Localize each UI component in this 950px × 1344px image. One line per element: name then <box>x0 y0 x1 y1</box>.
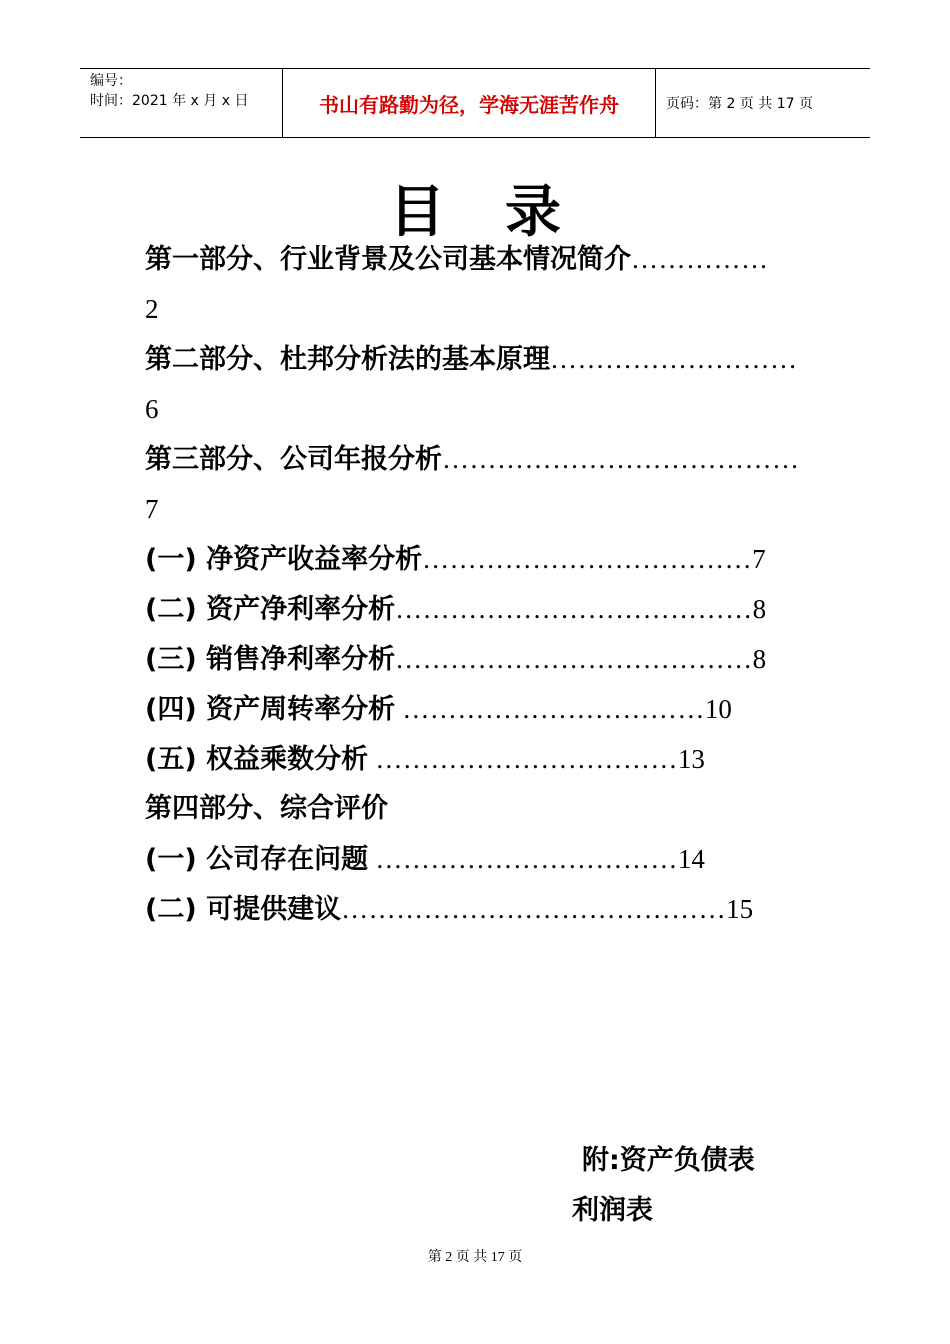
toc-item-page: 8 <box>752 644 767 674</box>
toc-item-dots: ………………………………… <box>395 594 753 624</box>
toc-item[interactable] <box>145 842 705 877</box>
toc-item-dots: …………………………… <box>368 744 678 774</box>
toc-item-page: 7 <box>752 544 766 574</box>
toc-item[interactable] <box>145 442 800 477</box>
toc-item-page: 10 <box>704 694 732 724</box>
page-info-text: 页码：第 2 页 共 17 页 <box>666 96 813 112</box>
toc-item-text: 第四部分、综合评价 <box>145 793 388 824</box>
toc-item-text: (四) 资产周转率分析 <box>145 694 396 725</box>
toc-item-text: (三) 销售净利率分析 <box>145 644 396 675</box>
toc-item-page: 13 <box>677 744 705 774</box>
page-footer: 第 2 页 共 17 页 <box>427 1250 523 1265</box>
header-page-info <box>656 69 870 137</box>
toc-item-text: 第一部分、行业背景及公司基本情况简介 <box>145 244 631 275</box>
appendix-income-statement: 利润表 <box>572 1195 653 1226</box>
toc-item-text: (一) 公司存在问题 <box>145 844 369 875</box>
toc-item-text: (一) 净资产收益率分析 <box>145 544 423 575</box>
number-label: 编号： <box>90 73 132 89</box>
header-meta <box>80 69 282 137</box>
toc-item-dots: ……………………………… <box>422 544 753 574</box>
header-motto-cell <box>282 69 656 137</box>
toc-item-page-line <box>145 292 159 327</box>
toc-item-text: (二) 资产净利率分析 <box>145 594 396 625</box>
toc-item[interactable] <box>145 692 732 727</box>
toc-item-text: 第二部分、杜邦分析法的基本原理 <box>145 344 550 375</box>
toc-item[interactable] <box>145 642 766 677</box>
toc-item-text: (二) 可提供建议 <box>145 894 342 925</box>
toc-item-page: 8 <box>752 594 767 624</box>
toc-item-dots: ………………………………… <box>442 444 800 474</box>
toc-item-page: 7 <box>145 494 159 524</box>
toc-item[interactable] <box>145 242 769 277</box>
toc-item-dots: ………………………………… <box>395 644 753 674</box>
toc-item-dots: ……………………… <box>550 344 798 374</box>
appendix-balance-sheet: 附:资产负债表 <box>582 1145 755 1176</box>
toc-item[interactable] <box>145 542 766 577</box>
toc-item-page: 6 <box>145 394 159 424</box>
motto-text: 书山有路勤为径，学海无涯苦作舟 <box>319 92 619 117</box>
toc-item[interactable] <box>145 792 388 826</box>
toc-item-dots: …………………………………… <box>341 894 727 924</box>
toc-item[interactable] <box>145 342 798 377</box>
toc-item-page-line <box>145 392 159 427</box>
toc-item-dots: …………………………… <box>395 694 705 724</box>
page-header <box>80 68 870 138</box>
toc-item-page-line <box>145 492 159 527</box>
toc-item-dots: …………………………… <box>368 844 678 874</box>
toc-item-dots: …………… <box>631 244 769 274</box>
toc-item[interactable] <box>145 892 753 927</box>
toc-item[interactable] <box>145 592 766 627</box>
toc-item[interactable] <box>145 742 705 777</box>
toc-item-text: 第三部分、公司年报分析 <box>145 444 442 475</box>
toc-item-page: 14 <box>677 844 705 874</box>
toc-item-page: 15 <box>726 894 754 924</box>
time-label: 时间：2021 年 x 月 x 日 <box>90 93 249 109</box>
page-title: 目录 <box>389 180 621 245</box>
toc-item-text: (五) 权益乘数分析 <box>145 744 369 775</box>
toc-item-page: 2 <box>145 294 159 324</box>
